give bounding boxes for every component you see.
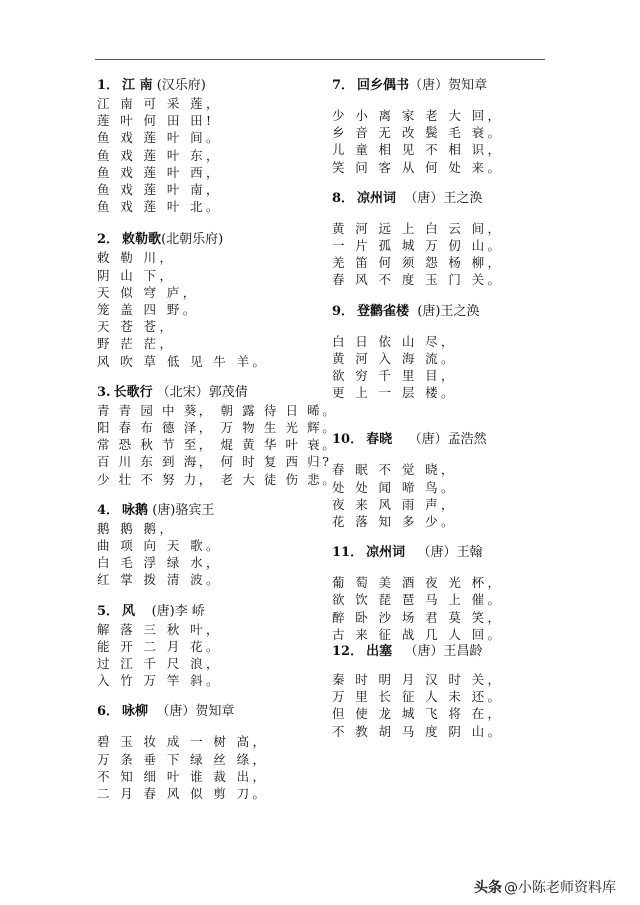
- footer-watermark: [474, 877, 616, 897]
- poem-line: 花 落 知 多 少。: [332, 514, 457, 530]
- poem-author: （北宋）郭茂倩: [152, 384, 248, 400]
- poem-line: 古 来 征 战 几 人 回。: [332, 626, 504, 642]
- poem-number: 9．: [332, 303, 355, 319]
- poem-line: 羌 笛 何 须 怨 杨 柳，: [332, 255, 504, 271]
- poem-line: 春 风 不 度 玉 门 关。: [332, 272, 504, 288]
- poem-line: 天 苍 苍，: [97, 319, 176, 335]
- poem-title-text: 风: [122, 603, 136, 619]
- poem-block: [97, 703, 322, 802]
- poem-line: 处 处 闻 啼 鸟。: [332, 479, 457, 495]
- poem-line: 阴 山 下，: [97, 267, 176, 283]
- poem-line: 笼 盖 四 野。: [97, 302, 199, 318]
- poem-line: 风 吹 草 低 见 牛 羊。: [97, 353, 269, 369]
- poem-title: [97, 603, 322, 621]
- poem-title: [97, 703, 322, 721]
- poem-block: [332, 643, 552, 740]
- poem-line: 乡 音 无 改 鬓 毛 衰。: [332, 125, 504, 141]
- poem-block: [332, 190, 552, 289]
- poem-line: 鱼 戏 莲 叶 南，: [97, 182, 222, 198]
- poem-line: 野 茫 茫，: [97, 336, 176, 352]
- poem-title-text: 凉州词: [366, 545, 406, 561]
- right-column: [332, 77, 552, 740]
- poem-line: 黄 河 远 上 白 云 间，: [332, 220, 504, 236]
- poem-author: （唐）王昌龄: [392, 644, 483, 660]
- poem-block: [332, 77, 552, 176]
- poem-author: （唐）贺知章: [409, 78, 488, 93]
- poem-line: 百 川 东 到 海， 何 时 复 西 归?: [97, 454, 332, 470]
- poem-line: 醉 卧 沙 场 君 莫 笑，: [332, 609, 504, 625]
- poem-title-text: 敕勒歌: [122, 232, 162, 248]
- poem-author: (汉乐府): [152, 78, 206, 93]
- poem-number: 7．: [332, 78, 355, 93]
- poem-number: 11．: [332, 545, 364, 561]
- poem-author: （唐）孟浩然: [392, 432, 487, 448]
- poem-title-text: 咏鹅: [122, 502, 149, 518]
- poem-line: 黄 河 入 海 流。: [332, 350, 457, 366]
- poem-line: 二 月 春 风 似 剪 刀。: [97, 786, 269, 802]
- poem-title: [332, 77, 552, 95]
- poem-line: 入 竹 万 竿 斜。: [97, 673, 222, 689]
- footer-brand: 头条: [474, 880, 502, 896]
- top-rule: [95, 59, 545, 60]
- poem-number: 4．: [97, 502, 120, 518]
- poem-line: 曲 项 向 天 歌。: [97, 538, 222, 554]
- poem-block: [97, 231, 322, 369]
- poem-title-text: 回乡偶书: [357, 78, 410, 93]
- poem-title-text: 出塞: [366, 644, 393, 660]
- poem-line: 阳 春 布 德 泽， 万 物 生 光 辉。: [97, 420, 338, 436]
- poem-title: [97, 384, 322, 402]
- poem-line: 鱼 戏 莲 叶 间。: [97, 130, 222, 146]
- poem-line: 万 条 垂 下 绿 丝 绦，: [97, 751, 269, 767]
- poem-block: [332, 303, 552, 402]
- poem-line: 过 江 千 尺 浪，: [97, 656, 222, 672]
- footer-handle: @小陈老师资料库: [504, 880, 616, 896]
- poem-author: (唐)骆宾王: [148, 502, 215, 518]
- poem-title-text: 江 南: [122, 78, 153, 93]
- poem-line: 秦 时 明 月 汉 时 关，: [332, 672, 504, 688]
- poem-title-text: 长歌行: [113, 384, 153, 400]
- poem-block: [97, 603, 322, 690]
- poem-line: 少 壮 不 努 力， 老 大 徒 伤 悲。: [97, 471, 338, 487]
- poem-number: 12．: [332, 644, 364, 660]
- poem-block: [97, 502, 322, 589]
- poem-title-text: 春晓: [366, 432, 393, 448]
- poem-title-text: 登鹳雀楼: [357, 303, 410, 319]
- poem-line: 常 恐 秋 节 至， 焜 黄 华 叶 衰。: [97, 437, 338, 453]
- poem-line: 能 开 二 月 花。: [97, 638, 222, 654]
- poem-title: [332, 643, 552, 661]
- poem-line: 欲 穷 千 里 目，: [332, 368, 457, 384]
- poem-author: （唐）贺知章: [148, 704, 235, 720]
- poem-title-text: 凉州词: [357, 190, 397, 206]
- poem-number: 2．: [97, 232, 120, 248]
- poem-line: 鹅 鹅 鹅，: [97, 520, 176, 536]
- poem-block: [97, 77, 322, 215]
- poem-line: 一 片 孤 城 万 仞 山。: [332, 238, 504, 254]
- poem-line: 江 南 可 采 莲，: [97, 96, 222, 111]
- poem-line: 解 落 三 秋 叶，: [97, 621, 222, 637]
- poem-line: 红 掌 拨 清 波。: [97, 572, 222, 588]
- poem-line: 白 毛 浮 绿 水，: [97, 555, 222, 571]
- poem-line: 春 眠 不 觉 晓，: [332, 462, 457, 478]
- poem-title: [97, 502, 322, 520]
- poem-line: 欲 饮 琵 琶 马 上 催。: [332, 592, 504, 608]
- poem-line: 鱼 戏 莲 叶 西，: [97, 164, 222, 180]
- poem-line: 莲 叶 何 田 田!: [97, 113, 215, 129]
- poem-line: 天 似 穹 庐，: [97, 284, 199, 300]
- left-column: [97, 77, 338, 802]
- poem-block: [97, 384, 338, 488]
- poem-line: 万 里 长 征 人 未 还。: [332, 689, 504, 705]
- poem-number: 8．: [332, 190, 355, 206]
- poem-title: [332, 190, 552, 208]
- poem-line: 儿 童 相 见 不 相 识，: [332, 142, 504, 158]
- poem-line: 鱼 戏 莲 叶 东，: [97, 147, 222, 163]
- poem-line: 白 日 依 山 尽，: [332, 333, 457, 349]
- poem-author: （唐）王之涣: [396, 190, 483, 206]
- poem-line: 笑 问 客 从 何 处 来。: [332, 159, 504, 175]
- poem-block: [332, 431, 552, 530]
- poem-title: [332, 544, 552, 562]
- poem-title-text: 咏柳: [122, 704, 149, 720]
- poem-number: 6．: [97, 704, 120, 720]
- poem-title: [332, 431, 552, 449]
- poem-block: [332, 544, 552, 643]
- poem-title: [332, 303, 552, 321]
- poem-line: 不 教 胡 马 度 阴 山。: [332, 723, 504, 739]
- poem-line: 不 知 细 叶 谁 裁 出，: [97, 768, 269, 784]
- poem-author: (北朝乐府): [161, 232, 224, 248]
- poem-line: 敕 勒 川，: [97, 250, 176, 266]
- poem-line: 少 小 离 家 老 大 回，: [332, 108, 504, 123]
- poem-line: 更 上 一 层 楼。: [332, 385, 457, 401]
- poem-author: （唐）王翰: [405, 545, 483, 561]
- poem-line: 鱼 戏 莲 叶 北。: [97, 199, 222, 215]
- poem-line: 但 使 龙 城 飞 将 在，: [332, 706, 504, 722]
- poem-title: [97, 77, 322, 95]
- poem-number: 1．: [97, 78, 120, 93]
- poem-line: 青 青 园 中 葵， 朝 露 待 日 晞。: [97, 402, 338, 418]
- poem-number: 3.: [97, 384, 111, 400]
- poem-number: 10．: [332, 432, 364, 448]
- poem-line: 夜 来 风 雨 声，: [332, 496, 457, 512]
- poem-title: [97, 231, 322, 249]
- poem-line: 碧 玉 妆 成 一 树 高，: [97, 734, 269, 750]
- poem-line: 葡 萄 美 酒 夜 光 杯，: [332, 575, 504, 591]
- poem-author: (唐)王之涣: [409, 303, 480, 319]
- poem-number: 5．: [97, 603, 120, 619]
- poem-author: (唐)李 峤: [135, 603, 205, 619]
